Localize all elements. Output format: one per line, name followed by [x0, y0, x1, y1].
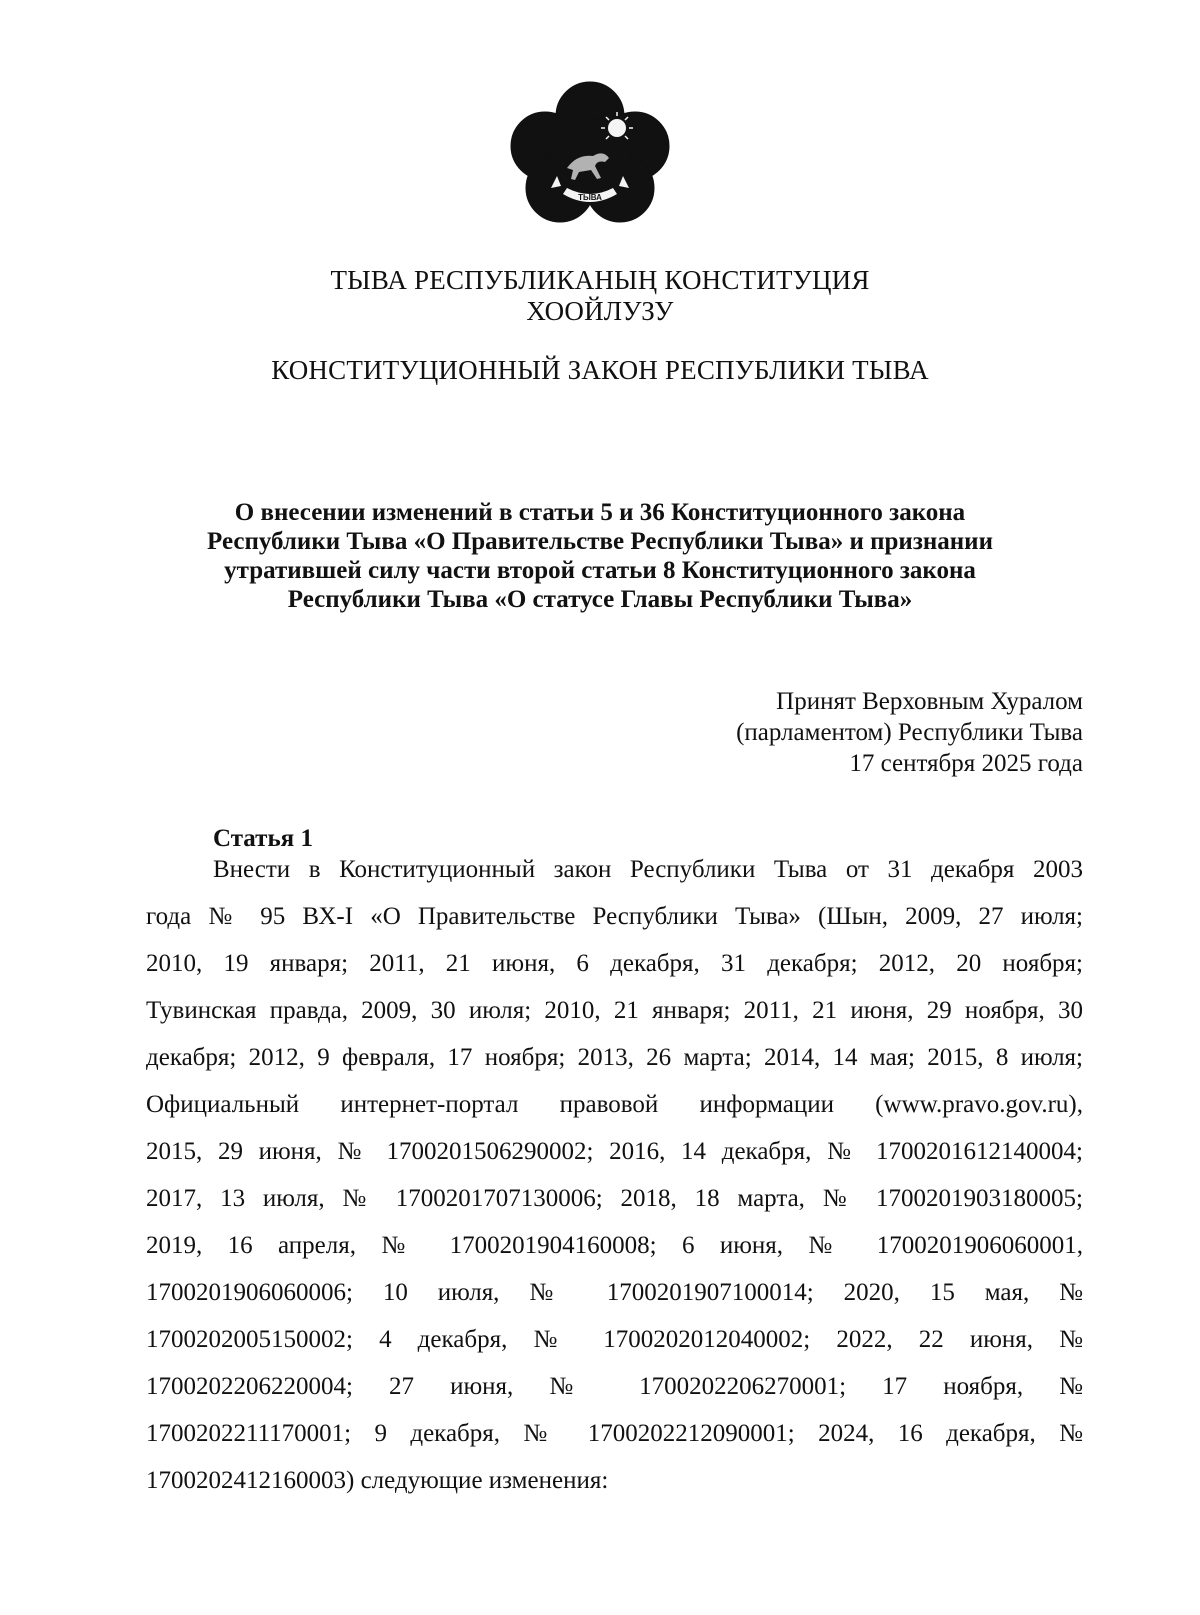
body-line: года № 95 ВХ-I «О Правительстве Республики Тыва» (Шын, 2009, 27 июля;: [146, 903, 1083, 930]
law-title-line: О внесении изменений в статьи 5 и 36 Конституционного закона: [234, 499, 966, 526]
body-line: 1700202211170001; 9 декабря, № 1700202212090001; 2024, 16 декабря, №: [146, 1420, 1083, 1447]
adoption-note: [736, 686, 1083, 779]
body-line: 1700202005150002; 4 декабря, № 1700202012040002; 2022, 22 июня, №: [146, 1326, 1083, 1353]
tuvan-title: [0, 265, 1200, 327]
russian-title: КОНСТИТУЦИОННЫЙ ЗАКОН РЕСПУБЛИКИ ТЫВА: [271, 355, 929, 385]
law-title-line: Республики Тыва «О статусе Главы Республики Тыва»: [287, 586, 913, 613]
adoption-line: Принят Верховным Хуралом: [776, 688, 1083, 715]
body-line: 2010, 19 января; 2011, 21 июня, 6 декабря, 31 декабря; 2012, 20 ноября;: [146, 950, 1083, 977]
body-line: 1700202206220004; 27 июня, № 1700202206270001; 17 ноября, №: [146, 1373, 1083, 1400]
tuvan-title-line1: ТЫВА РЕСПУБЛИКАНЫҢ КОНСТИТУЦИЯ: [330, 265, 870, 295]
adoption-date: 17 сентября 2025 года: [849, 750, 1083, 777]
law-title-line: Республики Тыва «О Правительстве Республики Тыва» и признании: [207, 528, 993, 555]
body-line: Тувинская правда, 2009, 30 июля; 2010, 21 января; 2011, 21 июня, 29 ноября, 30: [146, 997, 1083, 1024]
article-body: [146, 846, 1083, 1504]
law-title-line: утратившей силу части второй статьи 8 Конституционного закона: [224, 557, 976, 584]
body-line: декабря; 2012, 9 февраля, 17 ноября; 2013, 26 марта; 2014, 14 мая; 2015, 8 июля;: [146, 1044, 1083, 1071]
body-line: 1700201906060006; 10 июля, № 1700201907100014; 2020, 15 мая, №: [146, 1279, 1083, 1306]
coat-of-arms-emblem: [505, 76, 675, 226]
svg-text:ТЫВА: ТЫВА: [578, 193, 602, 202]
article-heading: Статья 1: [213, 825, 313, 852]
body-line: 2015, 29 июня, № 1700201506290002; 2016, 14 декабря, № 1700201612140004;: [146, 1138, 1083, 1165]
body-line: 2019, 16 апреля, № 1700201904160008; 6 июня, № 1700201906060001,: [146, 1232, 1083, 1259]
body-line: Внести в Конституционный закон Республики Тыва от 31 декабря 2003: [213, 856, 1083, 883]
body-line: 2017, 13 июля, № 1700201707130006; 2018, 18 марта, № 1700201903180005;: [146, 1185, 1083, 1212]
body-line: Официальный интернет-портал правовой информации (www.pravo.gov.ru),: [146, 1091, 1083, 1118]
adoption-line: (парламентом) Республики Тыва: [736, 719, 1083, 746]
tuvan-title-line2: ХООЙЛУЗУ: [526, 296, 674, 326]
body-line: 1700202412160003) следующие изменения:: [146, 1467, 609, 1494]
law-title: [140, 498, 1060, 614]
